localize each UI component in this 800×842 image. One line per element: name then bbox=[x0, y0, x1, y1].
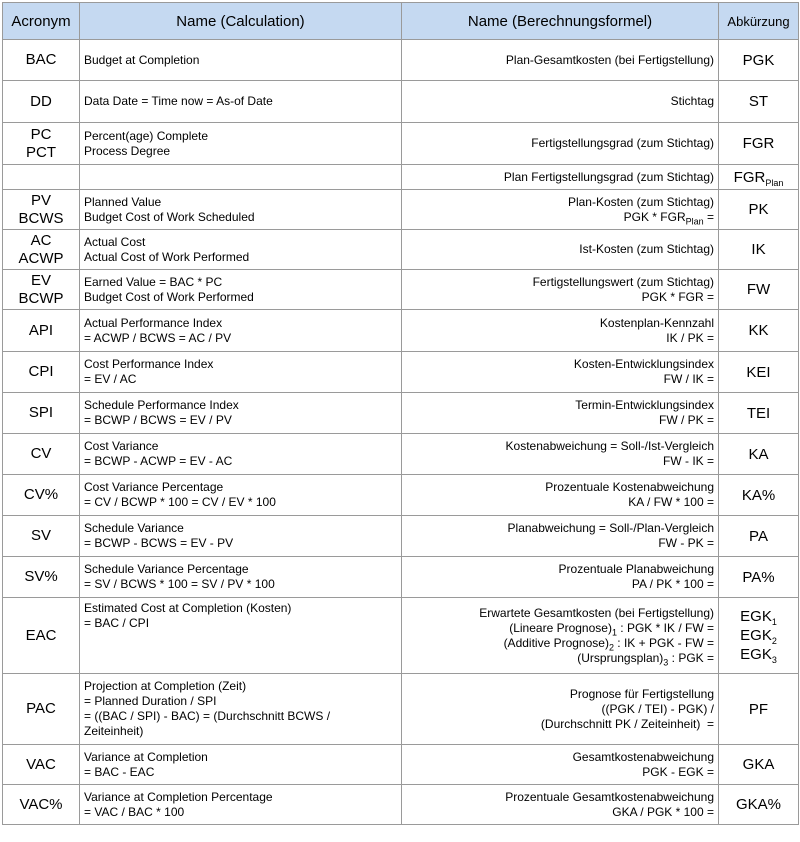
name-berechnung-cell: Plan-Kosten (zum Stichtag) PGK * $FGR_{Plan}$ = bbox=[402, 190, 719, 230]
abbreviation-cell: TEI bbox=[719, 393, 799, 434]
name-calculation-cell: Budget at Completion bbox=[80, 40, 402, 81]
name-calculation-cell: Percent(age) Complete Process Degree bbox=[80, 123, 402, 165]
name-berechnung-cell: Plan-Gesamtkosten (bei Fertigstellung) bbox=[402, 40, 719, 81]
name-calculation-cell: Schedule Performance Index = BCWP / BCWS = EV / PV bbox=[80, 393, 402, 434]
name-calculation-cell: Estimated Cost at Completion (Kosten) = BAC / CPI bbox=[80, 598, 402, 674]
abbreviation-cell: PA bbox=[719, 516, 799, 557]
abbreviation-cell: PK bbox=[719, 190, 799, 230]
name-calculation-cell: Cost Variance Percentage = CV / BCWP * 100 = CV / EV * 100 bbox=[80, 475, 402, 516]
name-berechnung-cell: Erwartete Gesamtkosten (bei Fertigstellung) (Lineare $Prognose)_1$ : PGK * IK / FW = (Additive $Prognose)_2$ : IK + PGK - FW = $(Ursprungsplan)_3$ : PGK = bbox=[402, 598, 719, 674]
abbreviation-cell: PF bbox=[719, 674, 799, 745]
acronym-cell: SV% bbox=[3, 557, 80, 598]
name-calculation-cell: Actual Performance Index = ACWP / BCWS = AC / PV bbox=[80, 310, 402, 352]
table-row bbox=[3, 270, 799, 310]
acronym-cell: CV% bbox=[3, 475, 80, 516]
name-berechnung-cell: Ist-Kosten (zum Stichtag) bbox=[402, 230, 719, 270]
acronym-cell: CV bbox=[3, 434, 80, 475]
name-berechnung-cell: Kostenplan-Kennzahl IK / PK = bbox=[402, 310, 719, 352]
header-abkuerzung: Abkürzung bbox=[719, 3, 799, 40]
acronym-cell: AC ACWP bbox=[3, 230, 80, 270]
name-berechnung-cell: Termin-Entwicklungsindex FW / PK = bbox=[402, 393, 719, 434]
table-row bbox=[3, 81, 799, 123]
header-name-calculation: Name (Calculation) bbox=[80, 3, 402, 40]
acronym-cell: DD bbox=[3, 81, 80, 123]
abbreviation-cell: KK bbox=[719, 310, 799, 352]
table-row bbox=[3, 165, 799, 190]
acronym-cell: EV BCWP bbox=[3, 270, 80, 310]
name-berechnung-cell: Kosten-Entwicklungsindex FW / IK = bbox=[402, 352, 719, 393]
table-row bbox=[3, 40, 799, 81]
acronym-cell: VAC bbox=[3, 745, 80, 785]
abbreviation-cell: PGK bbox=[719, 40, 799, 81]
acronym-cell: SV bbox=[3, 516, 80, 557]
name-berechnung-cell: Prozentuale Gesamtkostenabweichung GKA / PGK * 100 = bbox=[402, 785, 719, 825]
header-name-berechnungsformel: Name (Berechnungsformel) bbox=[402, 3, 719, 40]
name-calculation-cell: Schedule Variance Percentage = SV / BCWS * 100 = SV / PV * 100 bbox=[80, 557, 402, 598]
abbreviation-cell: FW bbox=[719, 270, 799, 310]
table-row bbox=[3, 434, 799, 475]
acronym-cell: EAC bbox=[3, 598, 80, 674]
name-calculation-cell: Earned Value = BAC * PC Budget Cost of Work Performed bbox=[80, 270, 402, 310]
name-berechnung-cell: Prognose für Fertigstellung ((PGK / TEI) - PGK) / (Durchschnitt PK / Zeiteinheit) = bbox=[402, 674, 719, 745]
table-row bbox=[3, 785, 799, 825]
name-berechnung-cell: Prozentuale Kostenabweichung KA / FW * 100 = bbox=[402, 475, 719, 516]
abbreviation-cell: $EGK_1$ $EGK_2$ $EGK_3$ bbox=[719, 598, 799, 674]
name-berechnung-cell: Prozentuale Planabweichung PA / PK * 100 = bbox=[402, 557, 719, 598]
name-calculation-cell: Data Date = Time now = As-of Date bbox=[80, 81, 402, 123]
table-row bbox=[3, 475, 799, 516]
name-berechnung-cell: Gesamtkostenabweichung PGK - EGK = bbox=[402, 745, 719, 785]
table-row bbox=[3, 230, 799, 270]
abbreviation-cell: KEI bbox=[719, 352, 799, 393]
abbreviation-cell: GKA% bbox=[719, 785, 799, 825]
table-row bbox=[3, 745, 799, 785]
acronym-cell: SPI bbox=[3, 393, 80, 434]
acronym-cell: CPI bbox=[3, 352, 80, 393]
name-berechnung-cell: Fertigstellungsgrad (zum Stichtag) bbox=[402, 123, 719, 165]
table-row bbox=[3, 516, 799, 557]
name-calculation-cell: Variance at Completion = BAC - EAC bbox=[80, 745, 402, 785]
abbreviation-cell: GKA bbox=[719, 745, 799, 785]
name-calculation-cell: Planned Value Budget Cost of Work Scheduled bbox=[80, 190, 402, 230]
acronym-cell: API bbox=[3, 310, 80, 352]
table-row bbox=[3, 352, 799, 393]
table-row bbox=[3, 190, 799, 230]
name-berechnung-cell: Planabweichung = Soll-/Plan-Vergleich FW - PK = bbox=[402, 516, 719, 557]
abbreviation-cell: ST bbox=[719, 81, 799, 123]
abbreviation-cell: $FGR_{Plan}$ bbox=[719, 165, 799, 190]
evm-table bbox=[2, 2, 799, 825]
name-calculation-cell: Schedule Variance = BCWP - BCWS = EV - PV bbox=[80, 516, 402, 557]
abbreviation-cell: FGR bbox=[719, 123, 799, 165]
acronym-cell: BAC bbox=[3, 40, 80, 81]
name-calculation-cell: Actual Cost Actual Cost of Work Performed bbox=[80, 230, 402, 270]
abbreviation-cell: KA bbox=[719, 434, 799, 475]
table-row bbox=[3, 310, 799, 352]
name-calculation-cell: Projection at Completion (Zeit) = Planned Duration / SPI = ((BAC / SPI) - BAC) = (Durchschnitt BCWS / Zeiteinheit) bbox=[80, 674, 402, 745]
table-row bbox=[3, 393, 799, 434]
table-row bbox=[3, 598, 799, 674]
name-calculation-cell: Variance at Completion Percentage = VAC / BAC * 100 bbox=[80, 785, 402, 825]
abbreviation-cell: IK bbox=[719, 230, 799, 270]
table-row bbox=[3, 674, 799, 745]
name-berechnung-cell: Stichtag bbox=[402, 81, 719, 123]
name-calculation-cell bbox=[80, 165, 402, 190]
acronym-cell: PAC bbox=[3, 674, 80, 745]
name-calculation-cell: Cost Performance Index = EV / AC bbox=[80, 352, 402, 393]
acronym-cell: VAC% bbox=[3, 785, 80, 825]
abbreviation-cell: PA% bbox=[719, 557, 799, 598]
name-calculation-cell: Cost Variance = BCWP - ACWP = EV - AC bbox=[80, 434, 402, 475]
table-row bbox=[3, 557, 799, 598]
abbreviation-cell: KA% bbox=[719, 475, 799, 516]
acronym-cell bbox=[3, 165, 80, 190]
acronym-cell: PC PCT bbox=[3, 123, 80, 165]
name-berechnung-cell: Kostenabweichung = Soll-/Ist-Vergleich FW - IK = bbox=[402, 434, 719, 475]
acronym-cell: PV BCWS bbox=[3, 190, 80, 230]
header-row bbox=[3, 3, 799, 40]
name-berechnung-cell: Fertigstellungswert (zum Stichtag) PGK * FGR = bbox=[402, 270, 719, 310]
name-berechnung-cell: Plan Fertigstellungsgrad (zum Stichtag) bbox=[402, 165, 719, 190]
table-row bbox=[3, 123, 799, 165]
header-acronym: Acronym bbox=[3, 3, 80, 40]
